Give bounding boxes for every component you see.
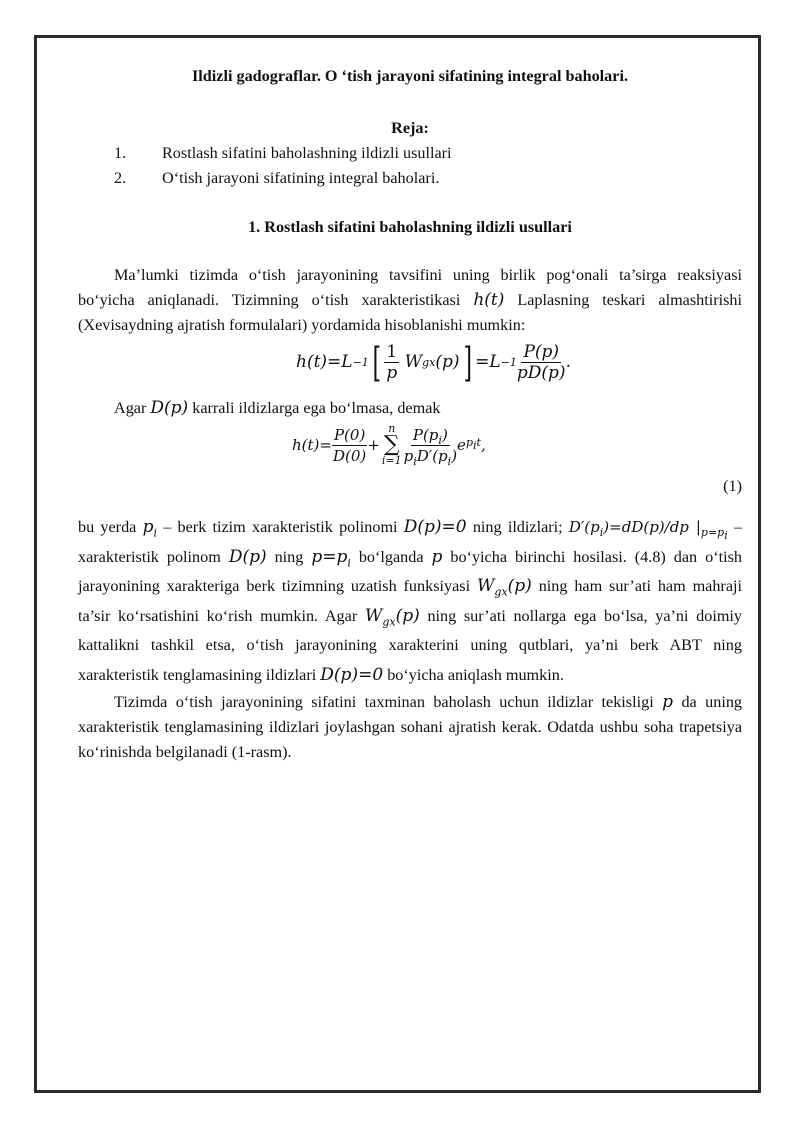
formula-inline: h(t)	[473, 290, 505, 310]
formula-1: h(t)= $\frac{P(0)}{D(0)}$ + n ∑ i=1 $\frac{P(p_i)}{p_iD'(p_i)}$ e $p_it$ , (1)	[78, 421, 742, 499]
document-page	[78, 64, 742, 765]
paragraph-1: Ma’lumki tizimda o‘tish jarayonining tavsifini uning birlik pog‘onali ta’sirga reaksiyasi bo‘yicha aniqlanadi. Tizimning o‘tish xarakteristikasi h(t) Laplasning teskari almashtirishi (Xevisaydning ajratish formulalari) yordamida hisoblanishi mumkin:	[78, 266, 743, 334]
plan-item: 1. Rostlash sifatini baholashning ildizli usullari	[114, 144, 452, 162]
equation-number: (1)	[723, 477, 742, 495]
plan-item: 2. O‘tish jarayoni sifatining integral baholari.	[114, 169, 440, 187]
paragraph-4: Tizimda o‘tish jarayonining sifatini taxminan baholash uchun ildizlar tekisligi p da uning xarakteristik tenglamasining ildizlari joylashgan sohani ajratish kerak. Odatda ushbu soha trapetsiya ko‘rinishda belgilanadi (1-rasm).	[78, 692, 743, 761]
paragraph-3: bu yerda $p_i$ – berk tizim xarakteristik polinomi D(p)=0 ning ildizlari; $D'(p_i)=dD(p)/dp$ $|_{p=p_i}$ – xarakteristik polinom D(p) ning $p=p_i$ bo‘lganda p bo‘yicha birinchi hosilasi. (4.8) dan o‘tish jarayonining xarakteriga berk tizimning uzatish funksiyasi $W_{gx}(p)$ ning ham sur’ati ham mahraji ta’sir ko‘rsatishini ko‘rish mumkin. Agar $W_{gx}(p)$ ning sur’ati nollarga ega bo‘lsa, ya’ni doimiy kattalikni tashkil etsa, o‘tish jarayonining xarakterini uning qutblari, ya’ni berk ABT ning xarakteristik tenglamasining ildizlari D(p)=0 bo‘yicha aniqlash mumkin.	[78, 517, 743, 685]
document-title: Ildizli gadograflar. O ‘tish jarayoni sifatining integral baholari.	[191, 67, 629, 85]
plan-list	[78, 141, 742, 191]
formula-heaviside: h(t)=L −1 [ $\frac{1}{p}$ W gx (p) ] =L −1 $\frac{P(p)}{pD(p)}$ .	[296, 339, 571, 386]
plan-heading: Reja:	[391, 119, 429, 137]
paragraph-2: Agar D(p) karrali ildizlarga ega bo‘lmasa, demak	[114, 398, 441, 418]
section-heading: 1. Rostlash sifatini baholashning ildizli usullari	[248, 218, 572, 236]
